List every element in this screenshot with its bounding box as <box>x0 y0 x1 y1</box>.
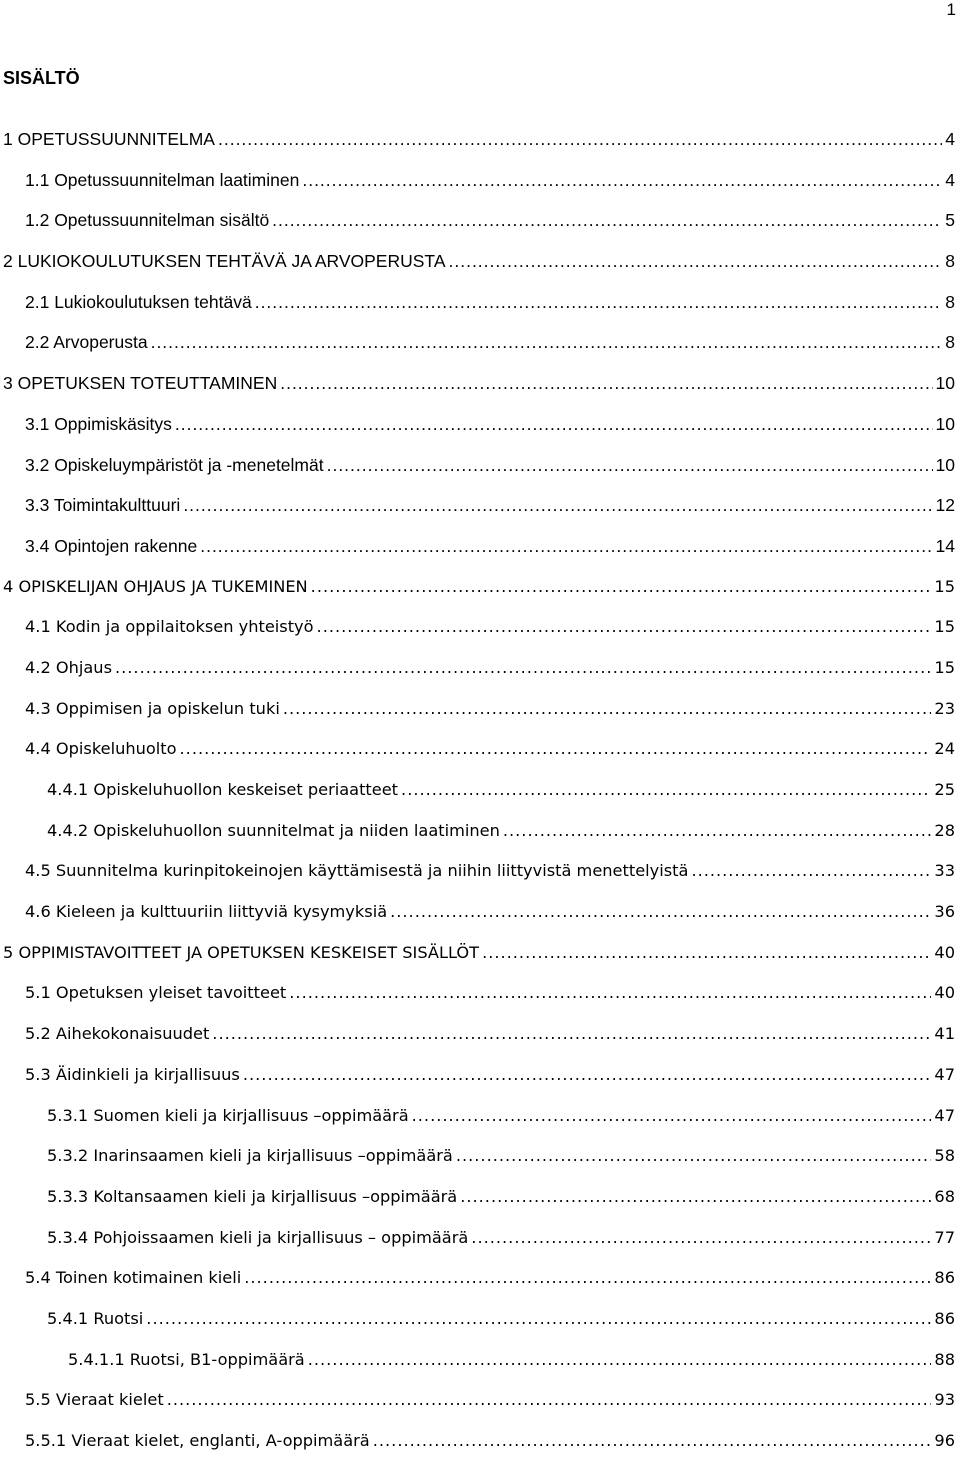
toc-leader-dots <box>302 168 942 192</box>
toc-entry[interactable] <box>0 1266 960 1307</box>
toc-leader-dots <box>244 1266 931 1290</box>
toc-entry-title: 5.3 Äidinkieli ja kirjallisuus <box>25 1064 240 1084</box>
toc-entry-title: 5 OPPIMISTAVOITTEET JA OPETUKSEN KESKEISET SISÄLLÖT <box>3 942 480 962</box>
toc-entry-title: 3 OPETUKSEN TOTEUTTAMINEN <box>3 373 278 394</box>
toc-entry-title: 5.2 Aihekokonaisuudet <box>25 1024 210 1044</box>
toc-leader-dots <box>243 1063 932 1087</box>
toc-entry[interactable] <box>0 615 960 656</box>
toc-entry-title: 5.4 Toinen kotimainen kieli <box>25 1268 242 1288</box>
toc-entry-page: 93 <box>934 1390 955 1410</box>
toc-entry[interactable] <box>0 819 960 860</box>
toc-entry-page: 10 <box>935 454 955 475</box>
toc-entry-title: 1 OPETUSSUUNNITELMA <box>3 129 215 149</box>
toc-leader-dots <box>327 453 933 477</box>
toc-entry-title: 4.4 Opiskeluhuolto <box>25 739 177 759</box>
toc-entry[interactable] <box>0 534 960 575</box>
toc-leader-dots <box>471 1226 931 1250</box>
toc-entry-title: 5.4.1 Ruotsi <box>47 1308 144 1328</box>
toc-entry-title: 3.2 Opiskeluympäristöt ja -menetelmät <box>25 454 324 475</box>
toc-entry-title: 5.3.1 Suomen kieli ja kirjallisuus –oppimäärä <box>47 1105 409 1125</box>
toc-leader-dots <box>200 534 932 558</box>
toc-heading: SISÄLTÖ <box>3 68 80 88</box>
toc-entry[interactable] <box>0 900 960 941</box>
toc-entry-page: 77 <box>934 1227 955 1247</box>
toc-entry-page: 25 <box>934 780 955 799</box>
toc-entry[interactable] <box>0 1388 960 1429</box>
toc-entry-title: 4.2 Ohjaus <box>25 657 112 677</box>
toc-entry[interactable] <box>0 208 960 249</box>
toc-entry-title: 2.1 Lukiokoulutuksen tehtävä <box>25 291 252 312</box>
toc-entry[interactable] <box>0 859 960 900</box>
toc-leader-dots <box>151 330 943 354</box>
toc-entry-page: 68 <box>934 1186 955 1206</box>
toc-entry[interactable] <box>0 168 960 209</box>
toc-entry[interactable] <box>0 1348 960 1389</box>
toc-entry-page: 15 <box>934 617 955 637</box>
toc-entry-page: 15 <box>934 576 955 596</box>
toc-entry-title: 1.2 Opetussuunnitelman sisältö <box>25 210 270 231</box>
toc-leader-dots <box>412 1104 932 1128</box>
toc-entry-title: 3.4 Opintojen rakenne <box>25 535 198 556</box>
toc-entry[interactable] <box>0 1429 960 1470</box>
toc-entry-title: 3.1 Oppimiskäsitys <box>25 413 172 434</box>
toc-entry[interactable] <box>0 941 960 982</box>
toc-entry-title: 5.3.2 Inarinsaamen kieli ja kirjallisuus –oppimäärä <box>47 1146 453 1166</box>
toc-entry[interactable] <box>0 330 960 371</box>
toc-entry-title: 5.3.4 Pohjoissaamen kieli ja kirjallisuus – oppimäärä <box>47 1227 469 1247</box>
toc-entry-page: 8 <box>945 251 955 272</box>
toc-leader-dots <box>390 900 931 924</box>
toc-entry[interactable] <box>0 493 960 534</box>
toc-entry[interactable] <box>0 453 960 494</box>
page-number: 1 <box>946 0 956 19</box>
toc-entry-page: 88 <box>934 1349 955 1369</box>
toc-entry-page: 58 <box>934 1146 955 1166</box>
toc-entry-title: 5.3.3 Koltansaamen kieli ja kirjallisuus –oppimäärä <box>47 1186 458 1206</box>
toc-leader-dots <box>272 208 942 232</box>
toc-entry[interactable] <box>0 575 960 616</box>
toc-entry-page: 10 <box>935 413 955 434</box>
toc-leader-dots <box>283 697 932 721</box>
toc-leader-dots <box>311 575 932 599</box>
toc-entry[interactable] <box>0 1063 960 1104</box>
toc-entry-title: 4.6 Kieleen ja kulttuuriin liittyviä kysymyksiä <box>25 902 388 922</box>
toc-leader-dots <box>167 1388 932 1412</box>
toc-leader-dots <box>255 290 943 314</box>
toc-leader-dots <box>115 656 931 680</box>
toc-entry-title: 4.3 Oppimisen ja opiskelun tuki <box>25 698 280 718</box>
toc-entry-title: 4.5 Suunnitelma kurinpitokeinojen käyttämisestä ja niihin liittyvistä menettelyistä <box>25 861 689 881</box>
toc-leader-dots <box>503 819 932 843</box>
toc-entry-page: 4 <box>945 129 955 149</box>
toc-entry-title: 5.5.1 Vieraat kielet, englanti, A-oppimäärä <box>25 1431 370 1450</box>
toc-leader-dots <box>691 859 931 883</box>
toc-leader-dots <box>373 1429 932 1453</box>
toc-entry-page: 86 <box>934 1268 955 1288</box>
toc-entry-page: 5 <box>945 210 955 231</box>
toc-entry[interactable] <box>0 737 960 778</box>
toc-entry[interactable] <box>0 412 960 453</box>
toc-entry-page: 24 <box>934 739 955 759</box>
toc-leader-dots <box>212 1022 931 1046</box>
toc-leader-dots <box>317 615 932 639</box>
toc-entry[interactable] <box>0 127 960 168</box>
toc-leader-dots <box>308 1348 932 1372</box>
toc-entry[interactable] <box>0 290 960 331</box>
toc-leader-dots <box>175 412 933 436</box>
toc-entry-page: 36 <box>934 902 955 922</box>
toc-entry[interactable] <box>0 1185 960 1226</box>
toc-entry[interactable] <box>0 981 960 1022</box>
toc-entry[interactable] <box>0 778 960 819</box>
toc-leader-dots <box>401 778 931 802</box>
toc-entry-page: 40 <box>934 983 955 1003</box>
toc-entry[interactable] <box>0 656 960 697</box>
toc-entry-title: 2 LUKIOKOULUTUKSEN TEHTÄVÄ JA ARVOPERUSTA <box>3 251 446 272</box>
toc-entry-page: 41 <box>934 1024 955 1044</box>
toc-entry-page: 8 <box>945 291 955 312</box>
toc-entry-title: 4.1 Kodin ja oppilaitoksen yhteistyö <box>25 617 314 637</box>
toc-entry-page: 4 <box>945 169 955 190</box>
toc-leader-dots <box>289 981 931 1005</box>
toc-entry[interactable] <box>0 1144 960 1185</box>
toc-entry-title: 4.4.2 Opiskeluhuollon suunnitelmat ja niiden laatiminen <box>47 820 500 840</box>
toc-entry-page: 15 <box>934 657 955 677</box>
toc-leader-dots <box>449 249 943 273</box>
toc-entry-page: 96 <box>934 1431 955 1450</box>
toc-entry[interactable] <box>0 1104 960 1145</box>
toc-entry-page: 47 <box>934 1105 955 1125</box>
toc-leader-dots <box>460 1185 931 1209</box>
toc-entry[interactable] <box>0 249 960 290</box>
toc-entry-title: 5.5 Vieraat kielet <box>25 1390 164 1410</box>
toc-entry-page: 47 <box>934 1064 955 1084</box>
toc-entry-page: 23 <box>934 698 955 718</box>
toc-entry-title: 4 OPISKELIJAN OHJAUS JA TUKEMINEN <box>3 576 308 596</box>
toc-leader-dots <box>482 941 931 965</box>
toc-entry-page: 14 <box>935 535 955 556</box>
toc-entry[interactable] <box>0 697 960 738</box>
toc-entry[interactable] <box>0 1022 960 1063</box>
toc-leader-dots <box>180 737 932 761</box>
toc-entry-page: 8 <box>945 332 955 353</box>
toc-entry-title: 5.1 Opetuksen yleiset tavoitteet <box>25 983 287 1003</box>
table-of-contents <box>0 127 960 1470</box>
toc-entry-page: 86 <box>934 1308 955 1328</box>
toc-leader-dots <box>456 1144 932 1168</box>
toc-entry-title: 4.4.1 Opiskeluhuollon keskeiset periaatteet <box>47 780 399 799</box>
toc-entry-title: 1.1 Opetussuunnitelman laatiminen <box>25 169 300 190</box>
toc-entry-page: 12 <box>935 495 955 516</box>
toc-entry[interactable] <box>0 1226 960 1267</box>
toc-entry[interactable] <box>0 371 960 412</box>
toc-leader-dots <box>280 371 932 395</box>
toc-leader-dots <box>146 1307 931 1331</box>
toc-leader-dots <box>218 127 942 151</box>
toc-entry-page: 40 <box>934 942 955 962</box>
toc-leader-dots <box>183 493 932 517</box>
toc-entry[interactable] <box>0 1307 960 1348</box>
toc-entry-title: 3.3 Toimintakulttuuri <box>25 495 181 516</box>
toc-entry-page: 28 <box>934 820 955 840</box>
toc-entry-page: 33 <box>934 861 955 881</box>
toc-entry-title: 5.4.1.1 Ruotsi, B1-oppimäärä <box>68 1349 305 1369</box>
toc-entry-title: 2.2 Arvoperusta <box>25 332 148 353</box>
toc-entry-page: 10 <box>935 373 955 394</box>
